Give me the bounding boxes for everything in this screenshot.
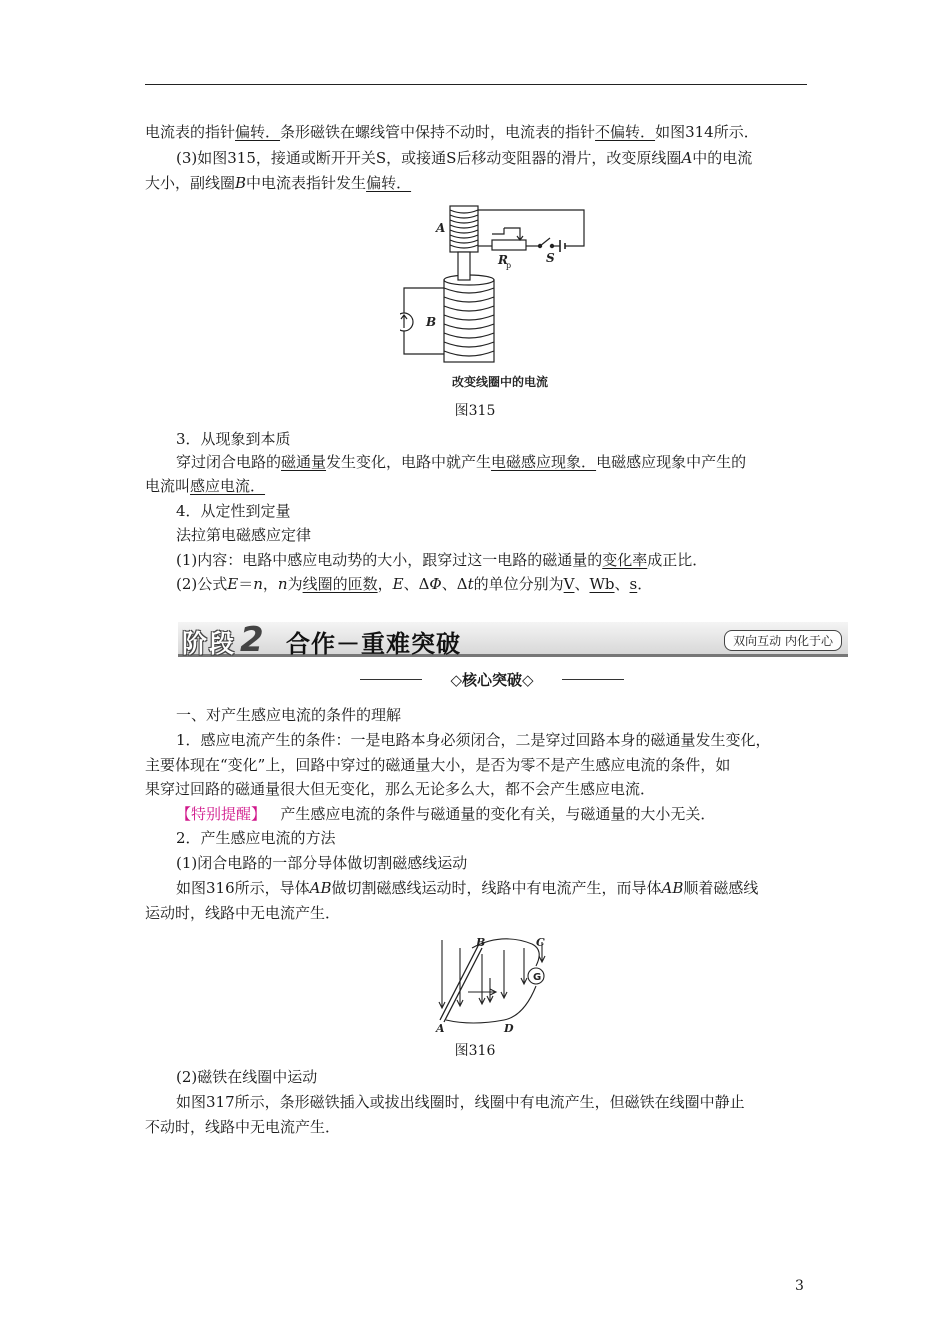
answer-underlined: 偏转．	[235, 123, 281, 141]
text-line	[145, 172, 807, 194]
symbol: B	[235, 174, 247, 192]
stage-label: 阶段	[182, 629, 237, 658]
text: ，	[377, 575, 393, 593]
core-breakthrough-heading	[360, 668, 624, 692]
label-b: B	[476, 936, 486, 949]
text: 、	[614, 575, 630, 593]
conductor-ab	[440, 946, 482, 1022]
symbol: A	[681, 149, 693, 167]
stage-number: 2	[240, 620, 264, 660]
core-title: ◇核心突破◇	[450, 671, 534, 689]
text-line: (2)磁铁在线圈中运动	[176, 1068, 318, 1086]
figure-315-caption: 图315	[454, 403, 496, 419]
tip-line	[176, 803, 838, 825]
symbol: AB	[661, 879, 684, 897]
text: ＝	[238, 575, 254, 593]
answer-underlined: s	[629, 575, 638, 593]
text-line: 果穿过回路的磁通量很大但无变化，那么无论多么大，都不会产生感应电流．	[145, 780, 656, 798]
divider	[360, 679, 422, 680]
text-line	[176, 573, 838, 595]
battery	[560, 240, 565, 252]
label-d: D	[504, 1022, 514, 1034]
label-rp-subscript: p	[506, 261, 512, 270]
text: 如图316所示，导体	[176, 879, 310, 897]
label-a: A	[436, 1022, 445, 1034]
text: ，	[262, 575, 278, 593]
stage-tag: 双向互动 内化于心	[724, 630, 842, 651]
answer-underlined: Wb	[589, 575, 615, 593]
text-line: 法拉第电磁感应定律	[176, 526, 312, 544]
label-rp: R	[498, 253, 508, 267]
symbol: Φ	[429, 575, 442, 593]
figure-inner-caption: 改变线圈中的电流	[451, 375, 549, 389]
answer-underlined: V	[563, 575, 575, 593]
text: 、Δ	[403, 575, 430, 593]
text: 条形磁铁在螺线管中保持不动时，电流表的指针	[280, 123, 596, 141]
text-line	[176, 451, 838, 473]
text-line	[176, 877, 838, 899]
text: ．	[637, 575, 653, 593]
text: 、Δ	[441, 575, 468, 593]
answer-underlined: 感应电流．	[190, 477, 266, 495]
divider	[562, 679, 624, 680]
text-line: 运动时，线路中无电流产生．	[145, 904, 341, 922]
section-heading: 2．产生感应电流的方法	[176, 829, 336, 847]
text: (1)内容：电路中感应电动势的大小，跟穿过这一电路的磁通量的	[176, 551, 603, 569]
text: 电流表的指针	[145, 123, 236, 141]
page-number: 3	[795, 1278, 804, 1294]
answer-underlined: 磁通量	[281, 453, 327, 471]
text: 为	[287, 575, 303, 593]
symbol: n	[277, 575, 288, 593]
label-b: B	[426, 315, 437, 329]
secondary-coil	[444, 280, 494, 362]
answer-underlined: 偏转．	[366, 174, 412, 192]
text: 穿过闭合电路的	[176, 453, 282, 471]
answer-underlined: 变化率	[602, 551, 648, 569]
text: 如图314所示．	[655, 123, 759, 141]
header-rule	[145, 84, 807, 85]
text: (2)公式	[176, 575, 228, 593]
text-line: (1)闭合电路的一部分导体做切割磁感线运动	[176, 854, 468, 872]
answer-underlined: 电磁感应现象．	[491, 453, 597, 471]
label-s: S	[546, 251, 555, 265]
symbol: t	[467, 575, 474, 593]
section-heading: 4．从定性到定量	[176, 502, 291, 520]
text: 做切割磁感线运动时，线路中有电流产生，而导体	[331, 879, 662, 897]
rheostat	[492, 240, 526, 250]
section-heading: 一、对产生感应电流的条件的理解	[176, 706, 402, 724]
label-a: A	[436, 221, 446, 235]
text: 成正比．	[647, 551, 708, 569]
figure-316-caption: 图316	[454, 1043, 496, 1059]
symbol: n	[253, 575, 263, 593]
answer-underlined: 线圈的匝数	[302, 575, 378, 593]
tip-label: 【特别提醒】	[176, 805, 267, 823]
answer-underlined: 不偏转．	[595, 123, 656, 141]
text-line: 如图317所示，条形磁铁插入或拔出线圈时，线圈中有电流产生，但磁铁在线圈中静止	[176, 1093, 745, 1111]
text: 、	[574, 575, 590, 593]
ammeter	[400, 313, 413, 331]
text: (3)如图315，接通或断开开关S，或接通S后移动变阻器的滑片，改变原线圈	[176, 149, 682, 167]
figure-316-diagram	[432, 934, 562, 1034]
text-line: 1．感应电流产生的条件：一是电路本身必须闭合，二是穿过回路本身的磁通量发生变化，	[176, 731, 771, 749]
text-line: 主要体现在“变化”上，回路中穿过的磁通量大小，是否为零不是产生感应电流的条件，如	[145, 756, 731, 774]
text: 中的电流	[692, 149, 753, 167]
label-g: G	[533, 972, 542, 983]
text-line: 不动时，线路中无电流产生．	[145, 1118, 341, 1136]
text-line	[176, 147, 838, 169]
symbol: E	[392, 575, 404, 593]
figure-315-diagram	[400, 198, 600, 394]
text: 的单位分别为	[473, 575, 564, 593]
text: 顺着磁感线	[683, 879, 759, 897]
text: 电流叫	[145, 477, 191, 495]
text: 中电流表指针发生	[246, 174, 367, 192]
section-heading: 3．从现象到本质	[176, 430, 291, 448]
text-line	[145, 475, 807, 497]
label-c: C	[536, 936, 545, 949]
symbol: AB	[309, 879, 332, 897]
stage-title: 合作－重难突破	[286, 630, 461, 658]
text: 电磁感应现象中产生的	[596, 453, 747, 471]
rheostat-slider	[504, 228, 523, 240]
stage-banner	[178, 620, 848, 658]
text: 发生变化，电路中就产生	[326, 453, 492, 471]
symbol: E	[227, 575, 239, 593]
text: 大小，副线圈	[145, 174, 236, 192]
text-line	[145, 121, 807, 143]
tip-text: 产生感应电流的条件与磁通量的变化有关，与磁通量的大小无关．	[280, 805, 716, 823]
text-line	[176, 549, 838, 571]
